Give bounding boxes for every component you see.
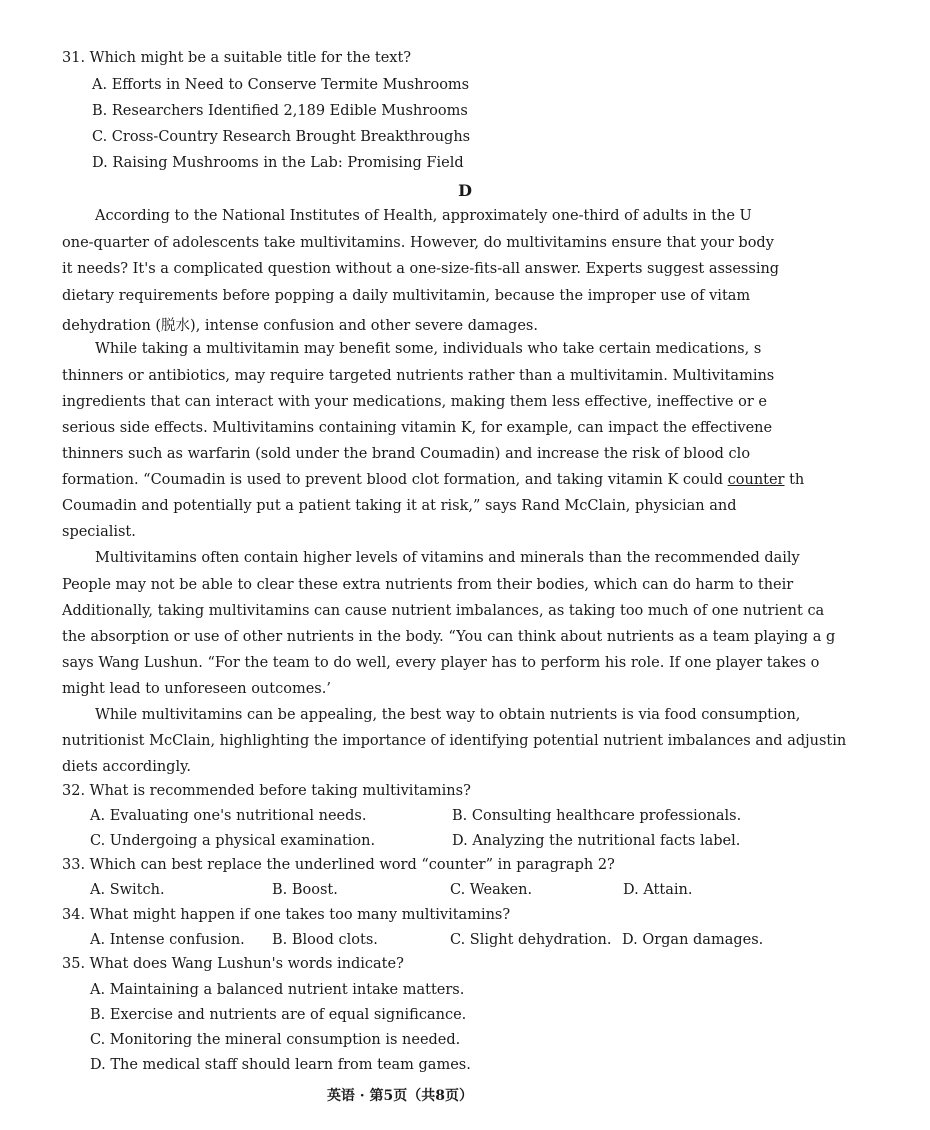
section-label: D — [458, 181, 472, 200]
passage-line: Multivitamins often contain higher levels of vitamins and minerals than the recommended daily — [95, 550, 800, 566]
page-footer: 英语 · 第5页（共8页） — [326, 1088, 474, 1104]
passage-line: People may not be able to clear these extra nutrients from their bodies, which can do harm to their — [62, 577, 794, 593]
passage-line: one-quarter of adolescents take multivitamins. However, do multivitamins ensure that your body — [62, 235, 774, 251]
q35-option-b: B. Exercise and nutrients are of equal significance. — [90, 1007, 467, 1023]
q34-option-b: B. Blood clots. — [272, 932, 378, 948]
passage-line: Additionally, taking multivitamins can cause nutrient imbalances, as taking too much of one nutrient ca — [62, 603, 825, 619]
passage-line: thinners or antibiotics, may require targeted nutrients rather than a multivitamin. Multivitamins — [62, 368, 775, 384]
q31-stem: 31. Which might be a suitable title for the text? — [62, 50, 412, 66]
passage-line: serious side effects. Multivitamins containing vitamin K, for example, can impact the effectivene — [62, 420, 773, 436]
passage-line: might lead to unforeseen outcomes.’ — [62, 681, 331, 697]
q33-option-b: B. Boost. — [272, 882, 338, 898]
q35-option-a: A. Maintaining a balanced nutrient intake matters. — [90, 982, 465, 998]
q34-stem: 34. What might happen if one takes too many multivitamins? — [62, 907, 511, 923]
passage-line: it needs? It's a complicated question without a one-size-fits-all answer. Experts suggest assessing — [62, 261, 780, 277]
q31-option-c: C. Cross-Country Research Brought Breakthroughs — [92, 129, 471, 145]
q33-stem: 33. Which can best replace the underlined word “counter” in paragraph 2? — [62, 857, 615, 873]
q32-option-d: D. Analyzing the nutritional facts label. — [452, 833, 741, 849]
q34-option-a: A. Intense confusion. — [90, 932, 245, 948]
q35-stem: 35. What does Wang Lushun's words indicate? — [62, 956, 404, 972]
q34-option-c: C. Slight dehydration. — [450, 932, 612, 948]
q32-option-b: B. Consulting healthcare professionals. — [452, 808, 742, 824]
passage-line: Coumadin and potentially put a patient taking it at risk,” says Rand McClain, physician and — [62, 498, 737, 514]
passage-line: dehydration (脱水), intense confusion and other severe damages. — [62, 318, 538, 334]
passage-line: says Wang Lushun. “For the team to do well, every player has to perform his role. If one player takes o — [62, 655, 820, 671]
q33-option-d: D. Attain. — [623, 882, 693, 898]
passage-line — [62, 472, 804, 488]
q32-option-c: C. Undergoing a physical examination. — [90, 833, 376, 849]
q31-option-d: D. Raising Mushrooms in the Lab: Promising Field — [92, 155, 464, 171]
q34-option-d: D. Organ damages. — [622, 932, 764, 948]
passage-text: th — [784, 472, 805, 488]
q35-option-d: D. The medical staff should learn from team games. — [90, 1057, 471, 1073]
q35-option-c: C. Monitoring the mineral consumption is needed. — [90, 1032, 461, 1048]
q32-stem: 32. What is recommended before taking multivitamins? — [62, 783, 471, 799]
q31-option-a: A. Efforts in Need to Conserve Termite Mushrooms — [92, 77, 470, 93]
passage-line: According to the National Institutes of Health, approximately one-third of adults in the U — [95, 208, 752, 224]
passage-line: While multivitamins can be appealing, the best way to obtain nutrients is via food consumption, — [95, 707, 801, 723]
passage-line: diets accordingly. — [62, 759, 191, 775]
passage-line: dietary requirements before popping a daily multivitamin, because the improper use of vitam — [62, 288, 751, 304]
q33-option-c: C. Weaken. — [450, 882, 533, 898]
passage-line: While taking a multivitamin may benefit some, individuals who take certain medications, s — [95, 341, 762, 357]
passage-text: formation. “Coumadin is used to prevent blood clot formation, and taking vitamin K could — [62, 472, 728, 488]
passage-line: thinners such as warfarin (sold under the brand Coumadin) and increase the risk of blood clo — [62, 446, 751, 462]
passage-line: ingredients that can interact with your medications, making them less effective, ineffective or e — [62, 394, 767, 410]
q32-option-a: A. Evaluating one's nutritional needs. — [90, 808, 367, 824]
passage-line: specialist. — [62, 524, 136, 540]
q33-option-a: A. Switch. — [90, 882, 165, 898]
q31-option-b: B. Researchers Identified 2,189 Edible Mushrooms — [92, 103, 468, 119]
passage-line: nutritionist McClain, highlighting the importance of identifying potential nutrient imbalances and adjustin — [62, 733, 847, 749]
passage-line: the absorption or use of other nutrients in the body. “You can think about nutrients as a team playing a g — [62, 629, 836, 645]
underlined-word-counter: counter — [727, 472, 785, 488]
